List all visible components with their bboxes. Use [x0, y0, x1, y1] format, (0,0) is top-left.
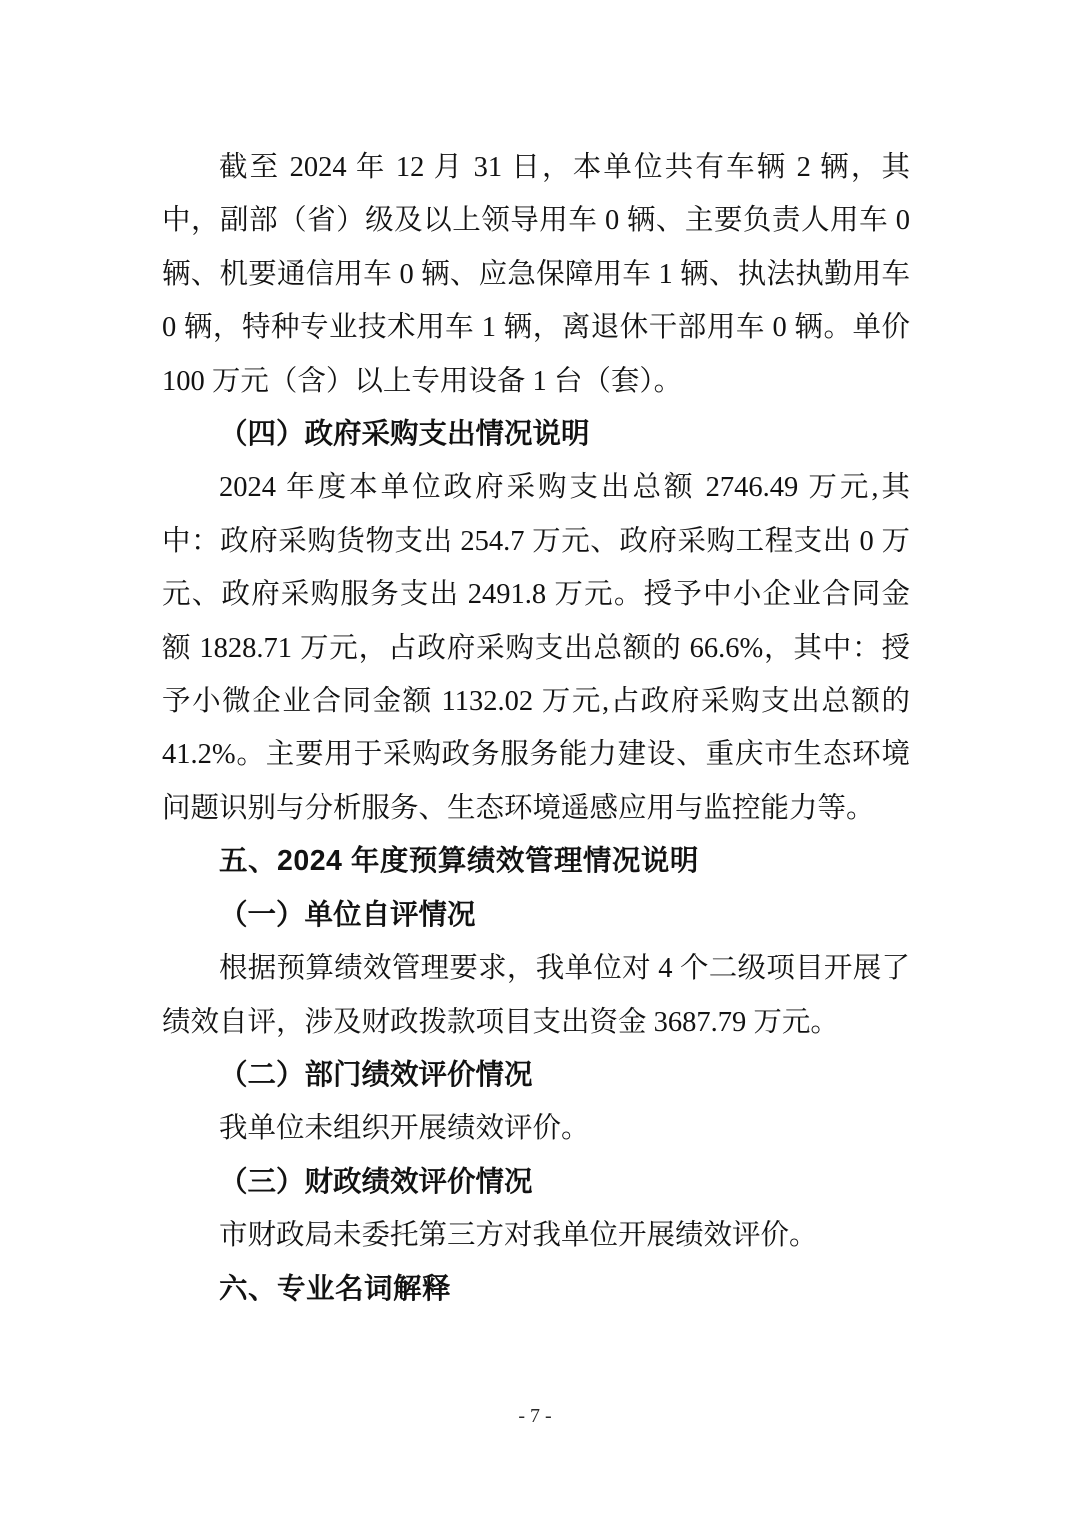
heading-section-6-glossary: 六、专业名词解释: [219, 1272, 452, 1305]
page-content: [162, 141, 910, 1316]
heading-fiscal-evaluation: （三）财政绩效评价情况: [219, 1166, 533, 1198]
heading-self-evaluation: （一）单位自评情况: [219, 899, 476, 931]
paragraph-fiscal-evaluation: 市财政局未委托第三方对我单位开展绩效评价。: [219, 1220, 818, 1252]
heading-procurement-expenditure: （四）政府采购支出情况说明: [219, 419, 590, 451]
paragraph-vehicle-summary: 截至 2024 年 12 月 31 日，本单位共有车辆 2 辆，其中，副部（省）级及以上领导用车 0 辆、主要负责人用车 0 辆、机要通信用车 0 辆、应急保障用车 1 辆、执法执勤用车 0 辆，特种专业技术用车 1 辆，离退休干部用车 0 辆。单价 100 万元（含）以上专用设备 1 台（套）。: [162, 152, 910, 397]
paragraph-department-evaluation: 我单位未组织开展绩效评价。: [219, 1113, 590, 1145]
heading-section-5-performance-management: 五、2024 年度预算绩效管理情况说明: [219, 845, 699, 878]
page-number: - 7 -: [518, 1405, 552, 1427]
heading-department-evaluation: （二）部门绩效评价情况: [219, 1059, 533, 1091]
paragraph-self-evaluation: 根据预算绩效管理要求，我单位对 4 个二级项目开展了绩效自评，涉及财政拨款项目支出资金 3687.79 万元。: [162, 953, 910, 1038]
paragraph-procurement-details: 2024 年度本单位政府采购支出总额 2746.49 万元,其中：政府采购货物支出 254.7 万元、政府采购工程支出 0 万元、政府采购服务支出 2491.8 万元。授予中小企业合同金额 1828.71 万元，占政府采购支出总额的 66.6%，其中：授予小微企业合同金额 1132.02 万元,占政府采购支出总额的 41.2%。主要用于采购政务服务能力建设、重庆市生态环境问题识别与分析服务、生态环境遥感应用与监控能力等。: [162, 472, 910, 824]
